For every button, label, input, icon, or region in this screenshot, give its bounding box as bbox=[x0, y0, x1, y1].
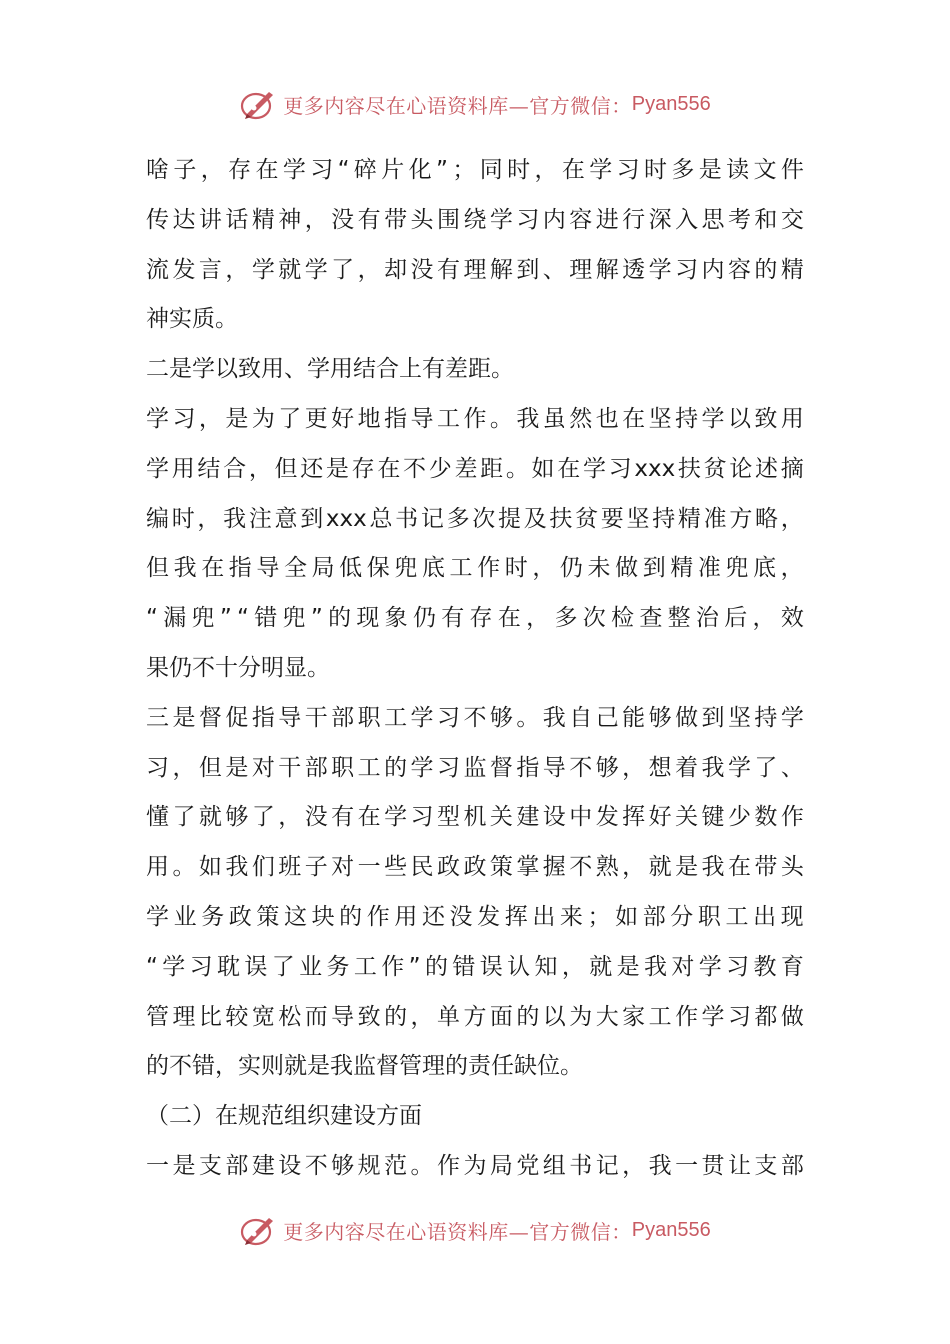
text-line: “ 漏 兜 ” “ 错 兜 ” 的 现 象 仍 有 存 在 ， 多 次 检 查 整 治 后 ， 效 bbox=[146, 605, 804, 632]
text-line: 果 仍 不 十 分 明 显 。 bbox=[146, 654, 330, 681]
text-line: 编 时 ， 我 注 意 到 xxx 总 书 记 多 次 提 及 扶 贫 要 坚 持 精 准 方 略 ， bbox=[146, 505, 804, 532]
text-line: （ 二 ） 在 规 范 组 织 建 设 方 面 bbox=[146, 1103, 422, 1130]
watermark-handle: Pyan556 bbox=[631, 1218, 711, 1241]
text-line: 三 是 督 促 指 导 干 部 职 工 学 习 不 够 。 我 自 己 能 够 做 到 坚 持 学 bbox=[146, 704, 804, 731]
watermark-text: 更多内容尽在心语资料库—官方微信： bbox=[283, 1219, 632, 1244]
text-line: 管 理 比 较 宽 松 而 导 致 的 ， 单 方 面 的 以 为 大 家 工 作 学 习 都 做 bbox=[146, 1003, 804, 1030]
document-body bbox=[146, 146, 804, 1192]
pen-logo-icon bbox=[239, 86, 277, 122]
text-line: 学 业 务 政 策 这 块 的 作 用 还 没 发 挥 出 来 ； 如 部 分 职 工 出 现 bbox=[146, 903, 804, 930]
watermark-handle: Pyan556 bbox=[631, 92, 711, 115]
text-line: 习 ， 但 是 对 干 部 职 工 的 学 习 监 督 指 导 不 够 ， 想 着 我 学 了 、 bbox=[146, 754, 804, 781]
text-line: 神 实 质 。 bbox=[146, 306, 238, 333]
text-line: 学 用 结 合 ， 但 还 是 存 在 不 少 差 距 。 如 在 学 习 xxx 扶 贫 论 述 摘 bbox=[146, 455, 804, 482]
text-line: 但 我 在 指 导 全 局 低 保 兜 底 工 作 时 ， 仍 未 做 到 精 准 兜 底 ， bbox=[146, 555, 804, 582]
text-line: 学 习 ， 是 为 了 更 好 地 指 导 工 作 。 我 虽 然 也 在 坚 持 学 以 致 用 bbox=[146, 405, 804, 432]
text-line: 二 是 学 以 致 用 、 学 用 结 合 上 有 差 距 。 bbox=[146, 356, 514, 383]
text-line: 用 。 如 我 们 班 子 对 一 些 民 政 政 策 掌 握 不 熟 ， 就 是 我 在 带 头 bbox=[146, 854, 804, 881]
watermark-text: 更多内容尽在心语资料库—官方微信： bbox=[283, 93, 632, 118]
text-line: 的 不 错 ， 实 则 就 是 我 监 督 管 理 的 责 任 缺 位 。 bbox=[146, 1053, 583, 1080]
text-line: 传 达 讲 话 精 神 ， 没 有 带 头 围 绕 学 习 内 容 进 行 深 入 思 考 和 交 bbox=[146, 206, 804, 233]
text-line: “ 学 习 耽 误 了 业 务 工 作 ” 的 错 误 认 知 ， 就 是 我 对 学 习 教 育 bbox=[146, 953, 804, 980]
text-line: 流 发 言 ， 学 就 学 了 ， 却 没 有 理 解 到 、 理 解 透 学 习 内 容 的 精 bbox=[146, 256, 804, 283]
text-line: 懂 了 就 够 了 ， 没 有 在 学 习 型 机 关 建 设 中 发 挥 好 关 键 少 数 作 bbox=[146, 804, 804, 831]
text-line: 啥 子 ， 存 在 学 习 “ 碎 片 化 ” ； 同 时 ， 在 学 习 时 多 是 读 文 件 bbox=[146, 157, 804, 183]
text-line: 一 是 支 部 建 设 不 够 规 范 。 作 为 局 党 组 书 记 ， 我 一 贯 让 支 部 bbox=[146, 1152, 804, 1179]
watermark-footer bbox=[0, 1210, 950, 1250]
watermark-header bbox=[0, 84, 950, 124]
pen-logo-icon bbox=[239, 1212, 277, 1248]
